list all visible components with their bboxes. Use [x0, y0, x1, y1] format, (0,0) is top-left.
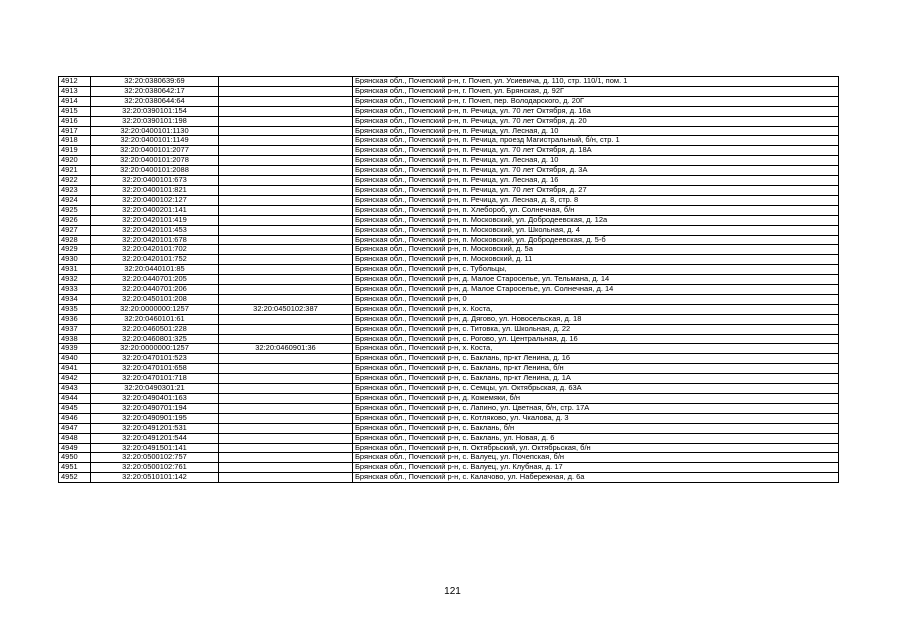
table-row — [59, 443, 839, 453]
table-row — [59, 86, 839, 96]
row-number-cell: 4935 — [59, 304, 91, 314]
table-row — [59, 294, 839, 304]
address-cell: Брянская обл., Почепский р-н, п. Речица, ул. Лесная, д. 10 — [353, 126, 839, 136]
row-number-cell: 4920 — [59, 156, 91, 166]
parent-cadastral-number-cell — [219, 116, 353, 126]
address-cell: Брянская обл., Почепский р-н, с. Баклань, пр-кт Ленина, б/н — [353, 364, 839, 374]
parent-cadastral-number-cell — [219, 156, 353, 166]
address-cell: Брянская обл., Почепский р-н, п. Речица, ул. Лесная, д. 10 — [353, 156, 839, 166]
parent-cadastral-number-cell — [219, 195, 353, 205]
table-row — [59, 235, 839, 245]
row-number-cell: 4946 — [59, 413, 91, 423]
row-number-cell: 4925 — [59, 205, 91, 215]
address-cell: Брянская обл., Почепский р-н, х. Коста, — [353, 344, 839, 354]
table-row — [59, 413, 839, 423]
parent-cadastral-number-cell — [219, 443, 353, 453]
cadastral-number-cell: 32:20:0500102:761 — [91, 463, 219, 473]
cadastral-number-cell: 32:20:0380642:17 — [91, 86, 219, 96]
parent-cadastral-number-cell — [219, 354, 353, 364]
table-row — [59, 156, 839, 166]
address-cell: Брянская обл., Почепский р-н, д. Малое Староселье, ул. Солнечная, д. 14 — [353, 285, 839, 295]
parent-cadastral-number-cell: 32:20:0450102:387 — [219, 304, 353, 314]
cadastral-number-cell: 32:20:0400101:2077 — [91, 146, 219, 156]
cadastral-number-cell: 32:20:0400201:141 — [91, 205, 219, 215]
row-number-cell: 4952 — [59, 473, 91, 483]
row-number-cell: 4912 — [59, 77, 91, 87]
parent-cadastral-number-cell — [219, 146, 353, 156]
table-row — [59, 374, 839, 384]
parent-cadastral-number-cell — [219, 126, 353, 136]
row-number-cell: 4932 — [59, 275, 91, 285]
row-number-cell: 4950 — [59, 453, 91, 463]
cadastral-number-cell: 32:20:0470101:523 — [91, 354, 219, 364]
parent-cadastral-number-cell — [219, 394, 353, 404]
address-cell: Брянская обл., Почепский р-н, д. Малое Староселье, ул. Тельмана, д. 14 — [353, 275, 839, 285]
address-cell: Брянская обл., Почепский р-н, с. Баклань, пр-кт Ленина, д. 1А — [353, 374, 839, 384]
cadastral-number-cell: 32:20:0440701:206 — [91, 285, 219, 295]
cadastral-number-cell: 32:20:0420101:752 — [91, 255, 219, 265]
cadastral-number-cell: 32:20:0400101:673 — [91, 176, 219, 186]
table-row — [59, 324, 839, 334]
row-number-cell: 4934 — [59, 294, 91, 304]
address-cell: Брянская обл., Почепский р-н, х. Коста, — [353, 304, 839, 314]
cadastral-number-cell: 32:20:0420101:419 — [91, 215, 219, 225]
table-row — [59, 185, 839, 195]
address-cell: Брянская обл., Почепский р-н, п. Московский, ул. Добродеевская, д. 12а — [353, 215, 839, 225]
table-row — [59, 225, 839, 235]
table-row — [59, 146, 839, 156]
parent-cadastral-number-cell — [219, 334, 353, 344]
parent-cadastral-number-cell — [219, 96, 353, 106]
address-cell: Брянская обл., Почепский р-н, п. Речица, ул. Лесная, д. 8, стр. 8 — [353, 195, 839, 205]
parent-cadastral-number-cell — [219, 413, 353, 423]
table-row — [59, 176, 839, 186]
table-row — [59, 77, 839, 87]
cadastral-number-cell: 32:20:0490301:21 — [91, 384, 219, 394]
table-row — [59, 126, 839, 136]
row-number-cell: 4922 — [59, 176, 91, 186]
row-number-cell: 4943 — [59, 384, 91, 394]
address-cell: Брянская обл., Почепский р-н, с. Лапино, ул. Цветная, б/н, стр. 17А — [353, 403, 839, 413]
row-number-cell: 4919 — [59, 146, 91, 156]
address-cell: Брянская обл., Почепский р-н, с. Тубольцы, — [353, 265, 839, 275]
table-row — [59, 116, 839, 126]
address-cell: Брянская обл., Почепский р-н, г. Почеп, ул. Усиевича, д. 110, стр. 110/1, пом. 1 — [353, 77, 839, 87]
parent-cadastral-number-cell — [219, 176, 353, 186]
parent-cadastral-number-cell — [219, 294, 353, 304]
cadastral-number-cell: 32:20:0000000:1257 — [91, 344, 219, 354]
row-number-cell: 4947 — [59, 423, 91, 433]
row-number-cell: 4924 — [59, 195, 91, 205]
address-cell: Брянская обл., Почепский р-н, д. Дягово, ул. Новосельская, д. 18 — [353, 314, 839, 324]
cadastral-number-cell: 32:20:0510101:142 — [91, 473, 219, 483]
cadastral-number-cell: 32:20:0440701:205 — [91, 275, 219, 285]
address-cell: Брянская обл., Почепский р-н, п. Московский, ул. Добродеевская, д. 5-б — [353, 235, 839, 245]
table-row — [59, 344, 839, 354]
address-cell: Брянская обл., Почепский р-н, п. Хлебороб, ул. Солнечная, б/н — [353, 205, 839, 215]
cadastral-number-cell: 32:20:0490701:194 — [91, 403, 219, 413]
address-cell: Брянская обл., Почепский р-н, п. Речица, проезд Магистральный, б/н, стр. 1 — [353, 136, 839, 146]
cadastral-number-cell: 32:20:0400101:821 — [91, 185, 219, 195]
cadastral-number-cell: 32:20:0490401:163 — [91, 394, 219, 404]
cadastral-number-cell: 32:20:0390101:154 — [91, 106, 219, 116]
row-number-cell: 4926 — [59, 215, 91, 225]
parent-cadastral-number-cell — [219, 136, 353, 146]
row-number-cell: 4938 — [59, 334, 91, 344]
parent-cadastral-number-cell — [219, 185, 353, 195]
table-row — [59, 265, 839, 275]
property-register-table — [58, 76, 839, 483]
address-cell: Брянская обл., Почепский р-н, п. Речица, ул. 70 лет Октября, д. 18А — [353, 146, 839, 156]
table-row — [59, 394, 839, 404]
row-number-cell: 4936 — [59, 314, 91, 324]
row-number-cell: 4933 — [59, 285, 91, 295]
row-number-cell: 4930 — [59, 255, 91, 265]
row-number-cell: 4917 — [59, 126, 91, 136]
address-cell: Брянская обл., Почепский р-н, п. Речица, ул. 70 лет Октября, д. 3А — [353, 166, 839, 176]
address-cell: Брянская обл., Почепский р-н, д. Кожемяки, б/н — [353, 394, 839, 404]
cadastral-number-cell: 32:20:0470101:658 — [91, 364, 219, 374]
row-number-cell: 4931 — [59, 265, 91, 275]
parent-cadastral-number-cell — [219, 285, 353, 295]
address-cell: Брянская обл., Почепский р-н, с. Баклань, пр-кт Ленина, д. 16 — [353, 354, 839, 364]
parent-cadastral-number-cell — [219, 384, 353, 394]
register-table-body — [59, 77, 839, 483]
parent-cadastral-number-cell — [219, 77, 353, 87]
cadastral-number-cell: 32:20:0400101:1130 — [91, 126, 219, 136]
row-number-cell: 4941 — [59, 364, 91, 374]
table-row — [59, 463, 839, 473]
address-cell: Брянская обл., Почепский р-н, с. Семцы, ул. Октябрьская, д. 63А — [353, 384, 839, 394]
page-number: 121 — [444, 586, 461, 597]
parent-cadastral-number-cell — [219, 106, 353, 116]
row-number-cell: 4927 — [59, 225, 91, 235]
parent-cadastral-number-cell — [219, 245, 353, 255]
table-row — [59, 166, 839, 176]
address-cell: Брянская обл., Почепский р-н, п. Речица, ул. 70 лет Октября, д. 16а — [353, 106, 839, 116]
cadastral-number-cell: 32:20:0460801:325 — [91, 334, 219, 344]
parent-cadastral-number-cell — [219, 205, 353, 215]
address-cell: Брянская обл., Почепский р-н, 0 — [353, 294, 839, 304]
table-row — [59, 384, 839, 394]
row-number-cell: 4937 — [59, 324, 91, 334]
row-number-cell: 4914 — [59, 96, 91, 106]
cadastral-number-cell: 32:20:0491201:544 — [91, 433, 219, 443]
cadastral-number-cell: 32:20:0380639:69 — [91, 77, 219, 87]
table-row — [59, 423, 839, 433]
address-cell: Брянская обл., Почепский р-н, с. Калачово, ул. Набережная, д. 6а — [353, 473, 839, 483]
table-row — [59, 453, 839, 463]
parent-cadastral-number-cell — [219, 314, 353, 324]
row-number-cell: 4945 — [59, 403, 91, 413]
address-cell: Брянская обл., Почепский р-н, г. Почеп, ул. Брянская, д. 92Г — [353, 86, 839, 96]
parent-cadastral-number-cell — [219, 423, 353, 433]
parent-cadastral-number-cell — [219, 374, 353, 384]
table-row — [59, 255, 839, 265]
table-row — [59, 354, 839, 364]
parent-cadastral-number-cell — [219, 235, 353, 245]
parent-cadastral-number-cell — [219, 463, 353, 473]
cadastral-number-cell: 32:20:0420101:453 — [91, 225, 219, 235]
address-cell: Брянская обл., Почепский р-н, г. Почеп, пер. Володарского, д. 20Г — [353, 96, 839, 106]
cadastral-number-cell: 32:20:0500102:757 — [91, 453, 219, 463]
address-cell: Брянская обл., Почепский р-н, п. Московский, ул. Школьная, д. 4 — [353, 225, 839, 235]
table-row — [59, 205, 839, 215]
row-number-cell: 4942 — [59, 374, 91, 384]
row-number-cell: 4928 — [59, 235, 91, 245]
table-row — [59, 106, 839, 116]
parent-cadastral-number-cell — [219, 403, 353, 413]
address-cell: Брянская обл., Почепский р-н, с. Титовка, ул. Школьная, д. 22 — [353, 324, 839, 334]
row-number-cell: 4916 — [59, 116, 91, 126]
cadastral-number-cell: 32:20:0000000:1257 — [91, 304, 219, 314]
row-number-cell: 4948 — [59, 433, 91, 443]
address-cell: Брянская обл., Почепский р-н, п. Речица, ул. 70 лет Октября, д. 20 — [353, 116, 839, 126]
table-row — [59, 304, 839, 314]
address-cell: Брянская обл., Почепский р-н, с. Баклань, б/н — [353, 423, 839, 433]
row-number-cell: 4939 — [59, 344, 91, 354]
address-cell: Брянская обл., Почепский р-н, п. Речица, ул. Лесная, д. 16 — [353, 176, 839, 186]
cadastral-number-cell: 32:20:0390101:198 — [91, 116, 219, 126]
cadastral-number-cell: 32:20:0420101:702 — [91, 245, 219, 255]
cadastral-number-cell: 32:20:0380644:64 — [91, 96, 219, 106]
table-row — [59, 136, 839, 146]
address-cell: Брянская обл., Почепский р-н, с. Валуец, ул. Почепская, б/н — [353, 453, 839, 463]
parent-cadastral-number-cell — [219, 265, 353, 275]
address-cell: Брянская обл., Почепский р-н, п. Московский, д. 5а — [353, 245, 839, 255]
cadastral-number-cell: 32:20:0470101:718 — [91, 374, 219, 384]
cadastral-number-cell: 32:20:0400101:2078 — [91, 156, 219, 166]
table-row — [59, 285, 839, 295]
cadastral-number-cell: 32:20:0440101:85 — [91, 265, 219, 275]
row-number-cell: 4913 — [59, 86, 91, 96]
row-number-cell: 4951 — [59, 463, 91, 473]
table-row — [59, 215, 839, 225]
address-cell: Брянская обл., Почепский р-н, с. Котляково, ул. Чкалова, д. 3 — [353, 413, 839, 423]
row-number-cell: 4929 — [59, 245, 91, 255]
cadastral-number-cell: 32:20:0460101:61 — [91, 314, 219, 324]
cadastral-number-cell: 32:20:0491501:141 — [91, 443, 219, 453]
parent-cadastral-number-cell: 32:20:0460901:36 — [219, 344, 353, 354]
parent-cadastral-number-cell — [219, 225, 353, 235]
cadastral-number-cell: 32:20:0460501:228 — [91, 324, 219, 334]
parent-cadastral-number-cell — [219, 215, 353, 225]
row-number-cell: 4949 — [59, 443, 91, 453]
row-number-cell: 4918 — [59, 136, 91, 146]
address-cell: Брянская обл., Почепский р-н, п. Речица, ул. 70 лет Октября, д. 27 — [353, 185, 839, 195]
cadastral-number-cell: 32:20:0490901:195 — [91, 413, 219, 423]
address-cell: Брянская обл., Почепский р-н, с. Баклань, ул. Новая, д. 6 — [353, 433, 839, 443]
parent-cadastral-number-cell — [219, 453, 353, 463]
address-cell: Брянская обл., Почепский р-н, с. Рогово, ул. Центральная, д. 16 — [353, 334, 839, 344]
cadastral-number-cell: 32:20:0400101:2088 — [91, 166, 219, 176]
parent-cadastral-number-cell — [219, 255, 353, 265]
table-row — [59, 195, 839, 205]
parent-cadastral-number-cell — [219, 433, 353, 443]
parent-cadastral-number-cell — [219, 166, 353, 176]
cadastral-number-cell: 32:20:0400102:127 — [91, 195, 219, 205]
table-row — [59, 245, 839, 255]
cadastral-number-cell: 32:20:0450101:208 — [91, 294, 219, 304]
row-number-cell: 4944 — [59, 394, 91, 404]
table-row — [59, 403, 839, 413]
table-row — [59, 433, 839, 443]
parent-cadastral-number-cell — [219, 324, 353, 334]
row-number-cell: 4921 — [59, 166, 91, 176]
parent-cadastral-number-cell — [219, 86, 353, 96]
row-number-cell: 4915 — [59, 106, 91, 116]
row-number-cell: 4923 — [59, 185, 91, 195]
parent-cadastral-number-cell — [219, 364, 353, 374]
cadastral-number-cell: 32:20:0491201:531 — [91, 423, 219, 433]
table-row — [59, 275, 839, 285]
cadastral-number-cell: 32:20:0420101:678 — [91, 235, 219, 245]
cadastral-number-cell: 32:20:0400101:1149 — [91, 136, 219, 146]
address-cell: Брянская обл., Почепский р-н, с. Валуец, ул. Клубная, д. 17 — [353, 463, 839, 473]
address-cell: Брянская обл., Почепский р-н, п. Октябрьский, ул. Октябрьская, б/н — [353, 443, 839, 453]
table-row — [59, 364, 839, 374]
parent-cadastral-number-cell — [219, 275, 353, 285]
table-row — [59, 314, 839, 324]
address-cell: Брянская обл., Почепский р-н, п. Московский, д. 11 — [353, 255, 839, 265]
table-row — [59, 334, 839, 344]
row-number-cell: 4940 — [59, 354, 91, 364]
table-row — [59, 473, 839, 483]
parent-cadastral-number-cell — [219, 473, 353, 483]
table-row — [59, 96, 839, 106]
